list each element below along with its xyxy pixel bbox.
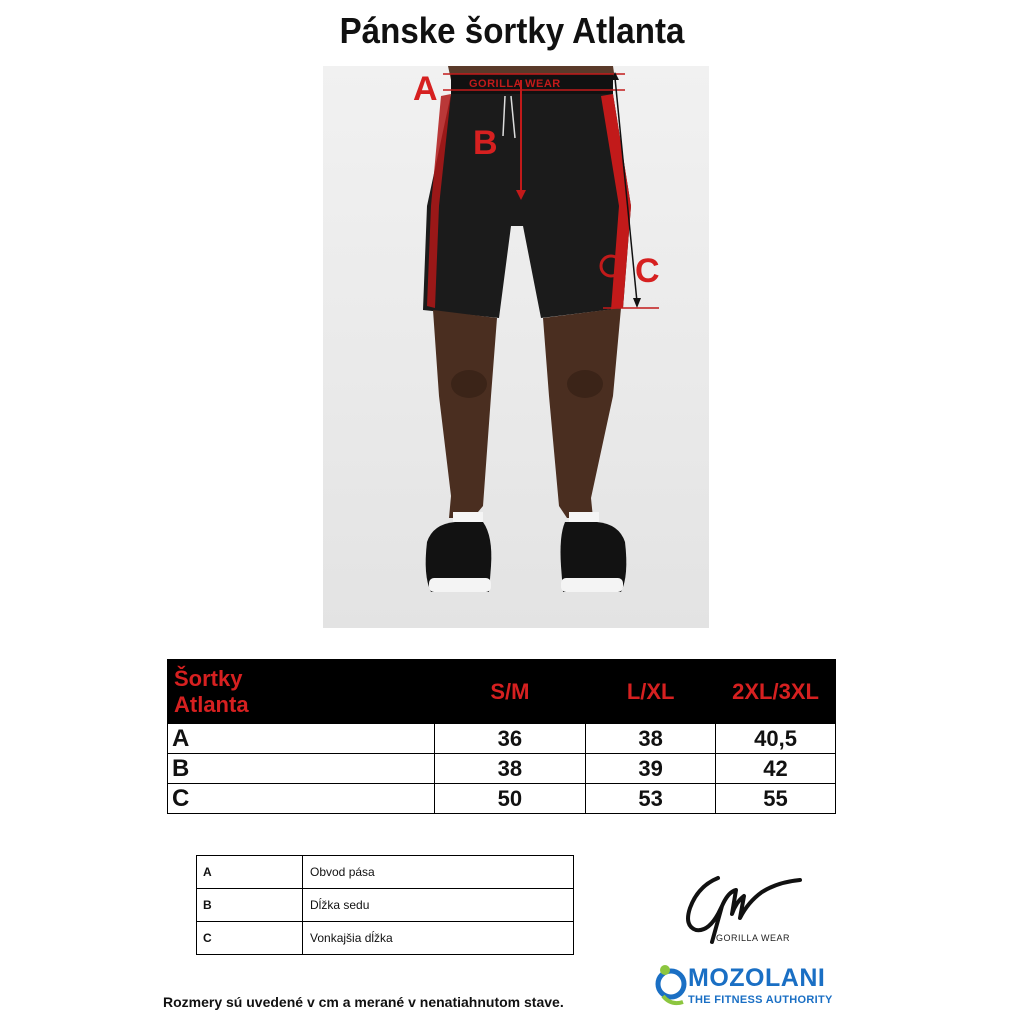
table-cell: 38	[586, 724, 716, 754]
corner-line-1: Šortky	[174, 665, 243, 691]
table-row	[168, 754, 836, 784]
table-row	[168, 724, 836, 754]
col-header-lxl: L/XL	[586, 660, 716, 724]
marker-c: C	[635, 252, 660, 290]
legend-key: B	[197, 889, 303, 922]
table-cell: 39	[586, 754, 716, 784]
legend-key: C	[197, 922, 303, 955]
legend-table	[196, 855, 574, 955]
corner-line-2: Atlanta	[174, 691, 249, 717]
col-header-2xl3xl: 2XL/3XL	[716, 660, 836, 724]
shorts-illustration	[323, 66, 709, 628]
table-cell: 50	[434, 784, 586, 814]
legend-text: Vonkajšia dĺžka	[303, 922, 574, 955]
size-table-corner	[168, 660, 435, 724]
size-table	[167, 659, 836, 814]
table-cell: 40,5	[716, 724, 836, 754]
row-label: C	[168, 784, 435, 814]
col-header-sm: S/M	[434, 660, 586, 724]
table-cell: 55	[716, 784, 836, 814]
legend-key: A	[197, 856, 303, 889]
legend-text: Dĺžka sedu	[303, 889, 574, 922]
legend-text: Obvod pása	[303, 856, 574, 889]
mozolani-tagline: THE FITNESS AUTHORITY	[688, 994, 833, 1006]
row-label: A	[168, 724, 435, 754]
table-cell: 36	[434, 724, 586, 754]
marker-b: B	[473, 124, 498, 162]
marker-a: A	[413, 70, 438, 108]
page-title: Pánske šortky Atlanta	[339, 10, 685, 51]
table-cell: 38	[434, 754, 586, 784]
mozolani-wordmark: MOZOLANI	[688, 964, 826, 992]
table-cell: 53	[586, 784, 716, 814]
product-photo	[323, 66, 709, 628]
legend-row	[197, 889, 574, 922]
table-cell: 42	[716, 754, 836, 784]
legend-row	[197, 856, 574, 889]
row-label: B	[168, 754, 435, 784]
size-table-header	[168, 660, 836, 724]
gorilla-wear-wordmark: GORILLA WEAR	[716, 933, 791, 943]
footnote: Rozmery sú uvedené v cm a merané v nenatiahnutom stave.	[163, 994, 564, 1010]
waistband-text: GORILLA WEAR	[469, 78, 561, 90]
table-row	[168, 784, 836, 814]
legend-row	[197, 922, 574, 955]
